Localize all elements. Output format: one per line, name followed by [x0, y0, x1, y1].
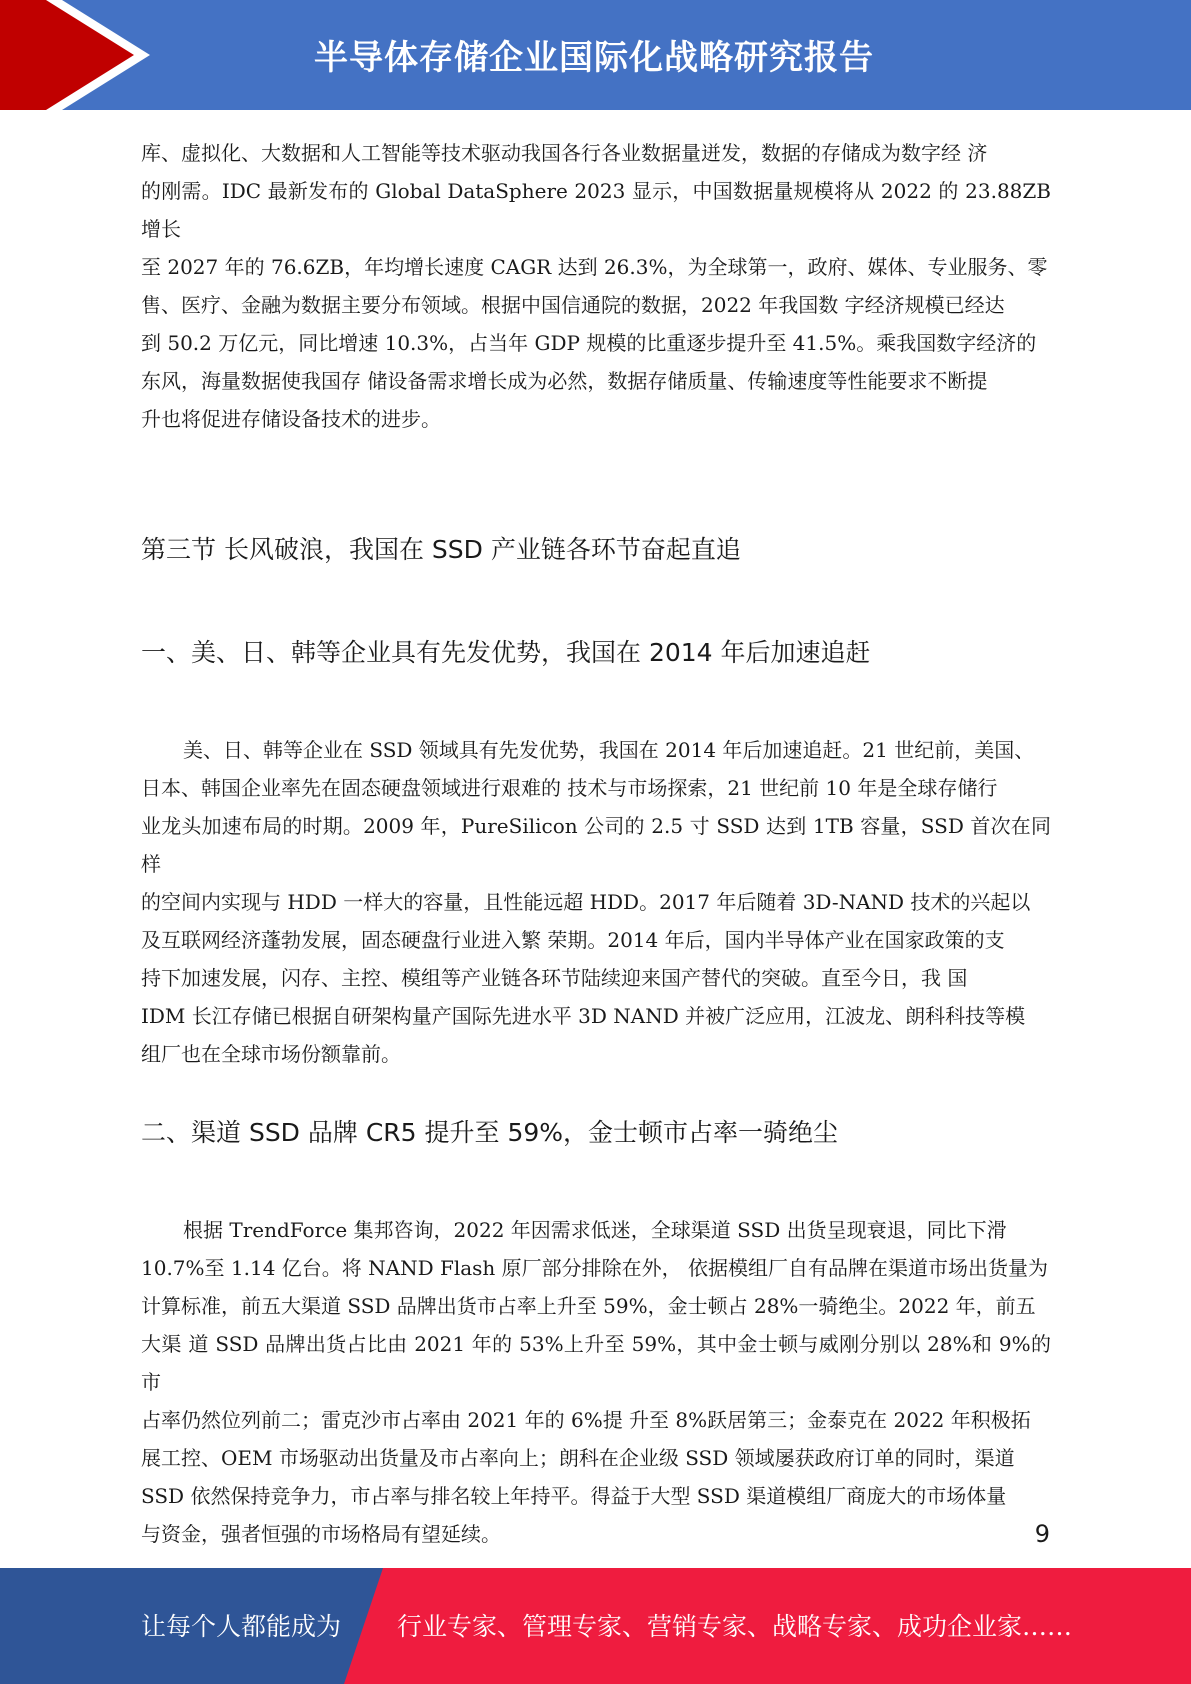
section-heading: 第三节 长风破浪，我国在 SSD 产业链各环节奋起直追 [141, 535, 741, 564]
paragraph-line: 占率仍然位列前二；雷克沙市占率由 2021 年的 6%提 升至 8%跃居第三；金泰克在 2022 年积极拓 [141, 1408, 1031, 1432]
subsection-1-paragraph [141, 731, 1051, 1073]
paragraph-line: 及互联网经济蓬勃发展，固态硬盘行业进入繁 荣期。2014 年后，国内半导体产业在国家政策的支 [141, 928, 1005, 952]
intro-line: 到 50.2 万亿元，同比增速 10.3%，占当年 GDP 规模的比重逐步提升至 41.5%。乘我国数字经济的 [141, 331, 1037, 355]
intro-line: 售、医疗、金融为数据主要分布领域。根据中国信通院的数据，2022 年我国数 字经济规模已经达 [141, 293, 1005, 317]
subsection-heading-2: 二、渠道 SSD 品牌 CR5 提升至 59%，金士顿市占率一骑绝尘 [141, 1118, 839, 1147]
page-content [141, 134, 1051, 1553]
subsection-2-paragraph [141, 1211, 1051, 1553]
intro-paragraph [141, 134, 1051, 438]
paragraph-line: 持下加速发展，闪存、主控、模组等产业链各环节陆续迎来国产替代的突破。直至今日，我 国 [141, 966, 968, 990]
header-arrow-graphic [0, 0, 160, 110]
paragraph-line: SSD 依然保持竞争力，市占率与排名较上年持平。得益于大型 SSD 渠道模组厂商庞大的市场体量 [141, 1484, 1007, 1508]
paragraph-line: 10.7%至 1.14 亿台。将 NAND Flash 原厂部分排除在外， 依据模组厂自有品牌在渠道市场出货量为 [141, 1256, 1049, 1280]
paragraph-line: 与资金，强者恒强的市场格局有望延续。 [141, 1522, 501, 1546]
paragraph-line: 日本、韩国企业率先在固态硬盘领域进行艰难的 技术与市场探索，21 世纪前 10 年是全球存储行 [141, 776, 998, 800]
paragraph-line: 业龙头加速布局的时期。2009 年，PureSilicon 公司的 2.5 寸 SSD 达到 1TB 容量，SSD 首次在同样 [141, 814, 1051, 876]
intro-line: 升也将促进存储设备技术的进步。 [141, 407, 441, 431]
paragraph-line: 美、日、韩等企业在 SSD 领域具有先发优势，我国在 2014 年后加速追赶。21 世纪前，美国、 [183, 738, 1035, 762]
paragraph-line: 组厂也在全球市场份额靠前。 [141, 1042, 401, 1066]
page-number: 9 [1034, 1520, 1050, 1548]
intro-line: 东风，海量数据使我国存 储设备需求增长成为必然，数据存储质量、传输速度等性能要求不断提 [141, 369, 988, 393]
paragraph-line: 展工控、OEM 市场驱动出货量及市占率向上；朗科在企业级 SSD 领域屡获政府订单的同时，渠道 [141, 1446, 1015, 1470]
paragraph-line: IDM 长江存储已根据自研架构量产国际先进水平 3D NAND 并被广泛应用，江波龙、朗科科技等模 [141, 1004, 1026, 1028]
paragraph-line: 大渠 道 SSD 品牌出货占比由 2021 年的 53%上升至 59%，其中金士顿与威刚分别以 28%和 9%的市 [141, 1332, 1051, 1394]
page-header [0, 0, 1191, 110]
report-title: 半导体存储企业国际化战略研究报告 [314, 38, 874, 78]
footer-slogan-left: 让每个人都能成为 [141, 1612, 342, 1641]
footer-slogan-right: 行业专家、管理专家、营销专家、战略专家、成功企业家…… [397, 1612, 1073, 1641]
subsection-heading-1: 一、美、日、韩等企业具有先发优势，我国在 2014 年后加速追赶 [141, 638, 871, 667]
paragraph-line: 根据 TrendForce 集邦咨询，2022 年因需求低迷，全球渠道 SSD 出货呈现衰退，同比下滑 [183, 1218, 1007, 1242]
page-footer [0, 1568, 1191, 1684]
intro-line: 库、虚拟化、大数据和人工智能等技术驱动我国各行各业数据量迸发，数据的存储成为数字经 济 [141, 141, 988, 165]
intro-line: 的刚需。IDC 最新发布的 Global DataSphere 2023 显示，中国数据量规模将从 2022 的 23.88ZB 增长 [141, 179, 1051, 241]
paragraph-line: 计算标准，前五大渠道 SSD 品牌出货市占率上升至 59%，金士顿占 28%一骑绝尘。2022 年，前五 [141, 1294, 1036, 1318]
paragraph-line: 的空间内实现与 HDD 一样大的容量，且性能远超 HDD。2017 年后随着 3D-NAND 技术的兴起以 [141, 890, 1031, 914]
intro-line: 至 2027 年的 76.6ZB，年均增长速度 CAGR 达到 26.3%，为全球第一，政府、媒体、专业服务、零 [141, 255, 1048, 279]
